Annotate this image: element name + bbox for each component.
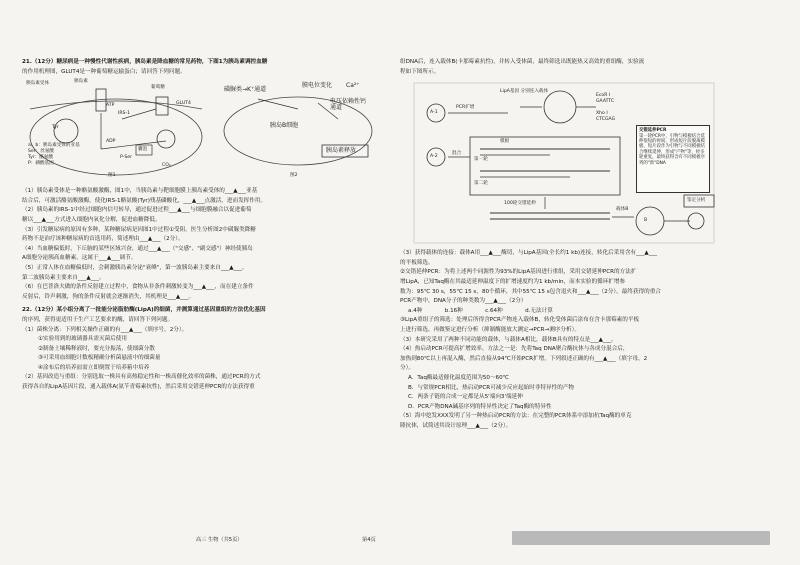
r-option-c: C．两条子链的合成一定都是从5'端向3'端延伸 <box>408 394 523 401</box>
diagram-seq2-label: CTCGAG <box>596 117 616 123</box>
fig1-legend-4: P：磷酸基团 <box>28 161 54 167</box>
figure-1 <box>26 79 206 179</box>
q21-s6: （6）在巴普洛夫做的条件反射建立过程中，食物从非条件刺激转变为___▲___，而在建立条件 <box>22 284 254 291</box>
q21-s4: （4）当血糖偏低时，下丘脑的某些区域兴奋，通过___▲___（"交感"、"副交感"）神经使胰岛 <box>22 245 253 252</box>
pcr-flow-diagram <box>400 77 780 249</box>
r-option-d: D．PCR产物DNA碱基序列的特异性决定了Taq酶的特异性 <box>408 403 552 410</box>
diagram-vectorb-label: 载体B <box>616 207 629 213</box>
fig2-membrane-potential-label: 膜电位变化 <box>302 82 333 90</box>
q21-s5: （5）正常人体在血糖偏低时，会刺激胰岛素分泌"衰峰"，第一波胰岛素主要来自___▲___， <box>22 264 248 271</box>
diagram-a1-label: A-1 <box>430 110 438 116</box>
q21-s6b: 反射后，铃声刺激，狗的条件反射就会逐渐消失，其机理是___▲___。 <box>22 293 195 300</box>
diagram-site1-label: EcoR I <box>596 93 611 99</box>
q21-s1b: 结合后，可激活酪氨酸激酶，使化IRS-1酪氨酸(Tyr)残基磷酸化，___▲___点激活，进而发挥作用。 <box>22 197 267 204</box>
left-footer: 高三 生物（共5页） <box>196 537 243 543</box>
q21-s4b: A细胞分泌胰高血糖素，这属于___▲___调节。 <box>22 255 137 262</box>
q22-option-3: ③可采用血细胞计数板精确分析菌悬液中的细菌量 <box>38 355 161 362</box>
fig2-calcium-label: Ca²⁺ <box>346 82 360 90</box>
r-q6b: 隆抗体，试简述其设计原理___▲___（2分）。 <box>400 422 512 429</box>
diagram-note-title: 交错延伸PCR <box>639 128 667 134</box>
diagram-pcr-label: PCR扩增 <box>456 105 475 111</box>
diagram-ligate-label: LipA基因 分别连入载体 <box>500 89 549 95</box>
q22-title-2: 的序列，获得更适用于生产工艺要求的酶，请回答下列问题。 <box>22 316 174 323</box>
q21-s5b: 第二波胰岛素主要来自___▲___。 <box>22 274 105 281</box>
fig1-glut4-label: GLUT4 <box>176 101 191 107</box>
q22-title: 22.（12分）某小组分离了一批能分泌脂肪酶(LipA)的细菌，并测算通过基因重组的方法优化基因 <box>22 307 266 314</box>
diagram-analysis-label: 鉴定分析 <box>687 198 706 204</box>
r-q6: （5）海中挖发XXX发明了另一种热启动PCR的方法：在完整的PCR体系中添加抗Taq酶的单克 <box>400 413 632 420</box>
fig1-tyr-label: Tyr <box>52 125 59 131</box>
r-q1: （3）获得载体的连接：载体A用___▲___酶切，与LipA基因(全长约1 kb)连接，转化后采用含有___▲___ <box>400 250 658 257</box>
fig1-atp-label: ATP <box>106 103 115 109</box>
right-footer: 第4页 <box>362 537 376 543</box>
q22-part1: （1）菌株分离：下列相关操作正确的有___▲___（填序号，2分）。 <box>22 326 188 333</box>
diagram-seq1-label: GAATTC <box>596 99 615 105</box>
q22-option-1: ①实验用到的玻璃器具需灭菌后使用 <box>38 336 127 343</box>
diagram-site2-label: Xho I <box>596 111 608 117</box>
r-q5b: 加热到80℃以上再混入酶，然后直接从94℃开始PCR扩增，下列叙述正确的有___▲___（填字母，2 <box>400 355 648 362</box>
diagram-round2-label: 第二轮 <box>474 181 488 187</box>
diagram-round1-label: 第一轮 <box>474 157 488 163</box>
diagram-a2-label: A-2 <box>430 154 438 160</box>
fig1-legend-3: Tyr：酪氨酸 <box>28 155 54 161</box>
fig1-irs1-label: IRS-1 <box>118 111 131 117</box>
left-column <box>22 0 384 565</box>
gray-redaction-bar <box>512 531 770 545</box>
r-q5: （4）热启动PCR可提高扩增效率。方法之一是：先将Taq DNA聚合酶抗体与各成分混合后， <box>400 346 629 353</box>
diagram-mix-label: 混合 <box>452 151 462 157</box>
diagram-template-label: 模板 <box>500 139 510 145</box>
fig1-insulin-label: 胰岛素 <box>74 79 88 85</box>
figure-2-caption: 图2 <box>290 173 298 179</box>
r-q2d: PCR产物中，DNA分子的种类数为___▲___（2分） <box>400 298 527 305</box>
q21-s2: （2）胰岛素的IRS-1中经过细胞内信号转导，通过促进过程___▲___与细胞膜融合以促进葡萄 <box>22 207 252 214</box>
r-q1b: 的平板筛选。 <box>400 259 434 266</box>
r-option-b: B．与常规PCR相比，热启动PCR可减少反应起始时非特异性的产物 <box>408 384 575 391</box>
r-q3: ③LipA重组子的筛选：处理后所得含PCR产物连入载体B，转化受体菌后涂布在含卡那霉素的平板 <box>400 317 640 324</box>
fig2-calcium-channel-label: 电压依赖性钙通道 <box>330 98 367 111</box>
q21-s2b: 糖以___▲___方式进入细胞内氧化分解，促进血糖降低。 <box>22 216 161 223</box>
fig2-beta-cell-label: 胰岛B细胞 <box>270 122 299 130</box>
q22-option-4: ④涂布后的培养皿需立即倒置于培养箱中培养 <box>38 364 150 371</box>
q22-option-2: ②制备土壤稀释液时，要充分振荡，使细菌分散 <box>38 345 155 352</box>
r-q2b: 增LipA，已知Taq酶在其最适延伸温度下的扩增速度约为1 kb/min，而本实验的循环扩增参 <box>400 278 626 285</box>
fig2-insulin-release-label: 胰岛素释放 <box>326 147 357 155</box>
diagram-clone-label: 100轮交错延伸 <box>504 201 536 207</box>
figure-2 <box>218 79 378 179</box>
fig1-legend-1: a、b：胰岛素受体的亚基 <box>28 143 80 149</box>
q21-s3: （3）引发糖尿病的原因有多种，某种糖尿病是因图1中过程①受阻，医生分析图2中磺脲类降糖 <box>22 226 256 233</box>
r-q5c: 分）。 <box>400 365 414 372</box>
r-q2c: 数为：95℃ 30 s，55℃ 15 s，80个循环，其中55℃ 15 s包含退火和___▲___（2分）。最终获得的重合 <box>400 288 661 295</box>
diagram-b-label: B <box>644 218 648 224</box>
diagram-note-text: 第一轮PCR中，引物与模板结合延伸很短的时间，形成短片段脱离模板，短片段作为引物与不同模板结合继续延伸，形成"产物"等，经多轮重复，最终获得含有不同模板序列的"新"DNA <box>639 133 705 166</box>
pcr-flow-svg <box>400 77 780 249</box>
r-q3b: 上进行筛选，再做鉴定进行分析（抑制酶能放大测定→PCR→测序分析）。 <box>400 326 580 333</box>
q21-title: 21.（12分）糖尿病是一种慢性代谢性疾病，胰岛素是降血糖的常见药物，下图1为胰岛素调控血糖 <box>22 59 268 65</box>
q22-part2b: 获得各自的LipA基因片段，通入载体A(氨苄青霉素抗性)，然后采用交错延伸PCR的方法获得重 <box>22 384 255 391</box>
fig1-adp-label: ADP <box>106 139 116 145</box>
r-q2: ②交错延伸PCR：为将上述两个同源性为93%的LipA基因进行重组，采用交错延伸PCR的方法扩 <box>400 269 637 276</box>
fig1-glucose-label: 葡萄糖 <box>151 85 165 91</box>
q21-title-2: 的作用机理图，GLUT4是一种葡萄糖运输蛋白；请回答下列问题。 <box>22 68 186 75</box>
fig1-ser-label: P-Ser <box>120 155 132 161</box>
fig1-receptor-label: 胰岛素受体 <box>26 81 49 87</box>
figure-2-diagram <box>218 79 378 179</box>
q22-part2: （2）基因改造与重组：分别选取一株具有高热稳定性和一株高催化效率的菌株，通过PCR的方式 <box>22 374 261 381</box>
q21-figures <box>22 77 384 187</box>
right-intro-1: 组DNA后，连入载体B(卡那霉素抗性)，并转入受体菌，最终筛选出既能热又高效的重组酶，实验流 <box>400 59 645 65</box>
fig1-co2-label: CO₂ <box>162 163 171 169</box>
r-option-a: A．Taq酶最适催化温度范围为50～60℃ <box>408 374 509 381</box>
figure-1-caption: 图1 <box>108 173 116 179</box>
fig2-sulfonylurea-label: 磺脲类→K⁺通道 <box>224 86 267 94</box>
right-intro-2: 程如下图所示。 <box>400 68 440 75</box>
q21-s3b: 药物不是治疗该种糖尿病的首选用药，简述理由___▲___（2分）。 <box>22 236 184 243</box>
diagram-note-box <box>636 125 710 193</box>
right-column <box>400 0 780 565</box>
q21-s1: （1）胰岛素受体是一种酪氨酸激酶，图1中，当胰岛素与靶细胞膜上胰岛素受体的___▲___亚基 <box>22 188 258 195</box>
fig1-vesicle-label: 囊泡 <box>138 147 148 153</box>
r-q2-options: a.4种 b.16种 c.64种 d.无法计算 <box>408 307 553 314</box>
r-q4: （3）本研究采用了两种不同功能的载体，与载体A相比，载体B具有的特点是___▲___。 <box>400 336 617 343</box>
fig1-legend-2: Ser：丝氨酸 <box>28 149 55 155</box>
